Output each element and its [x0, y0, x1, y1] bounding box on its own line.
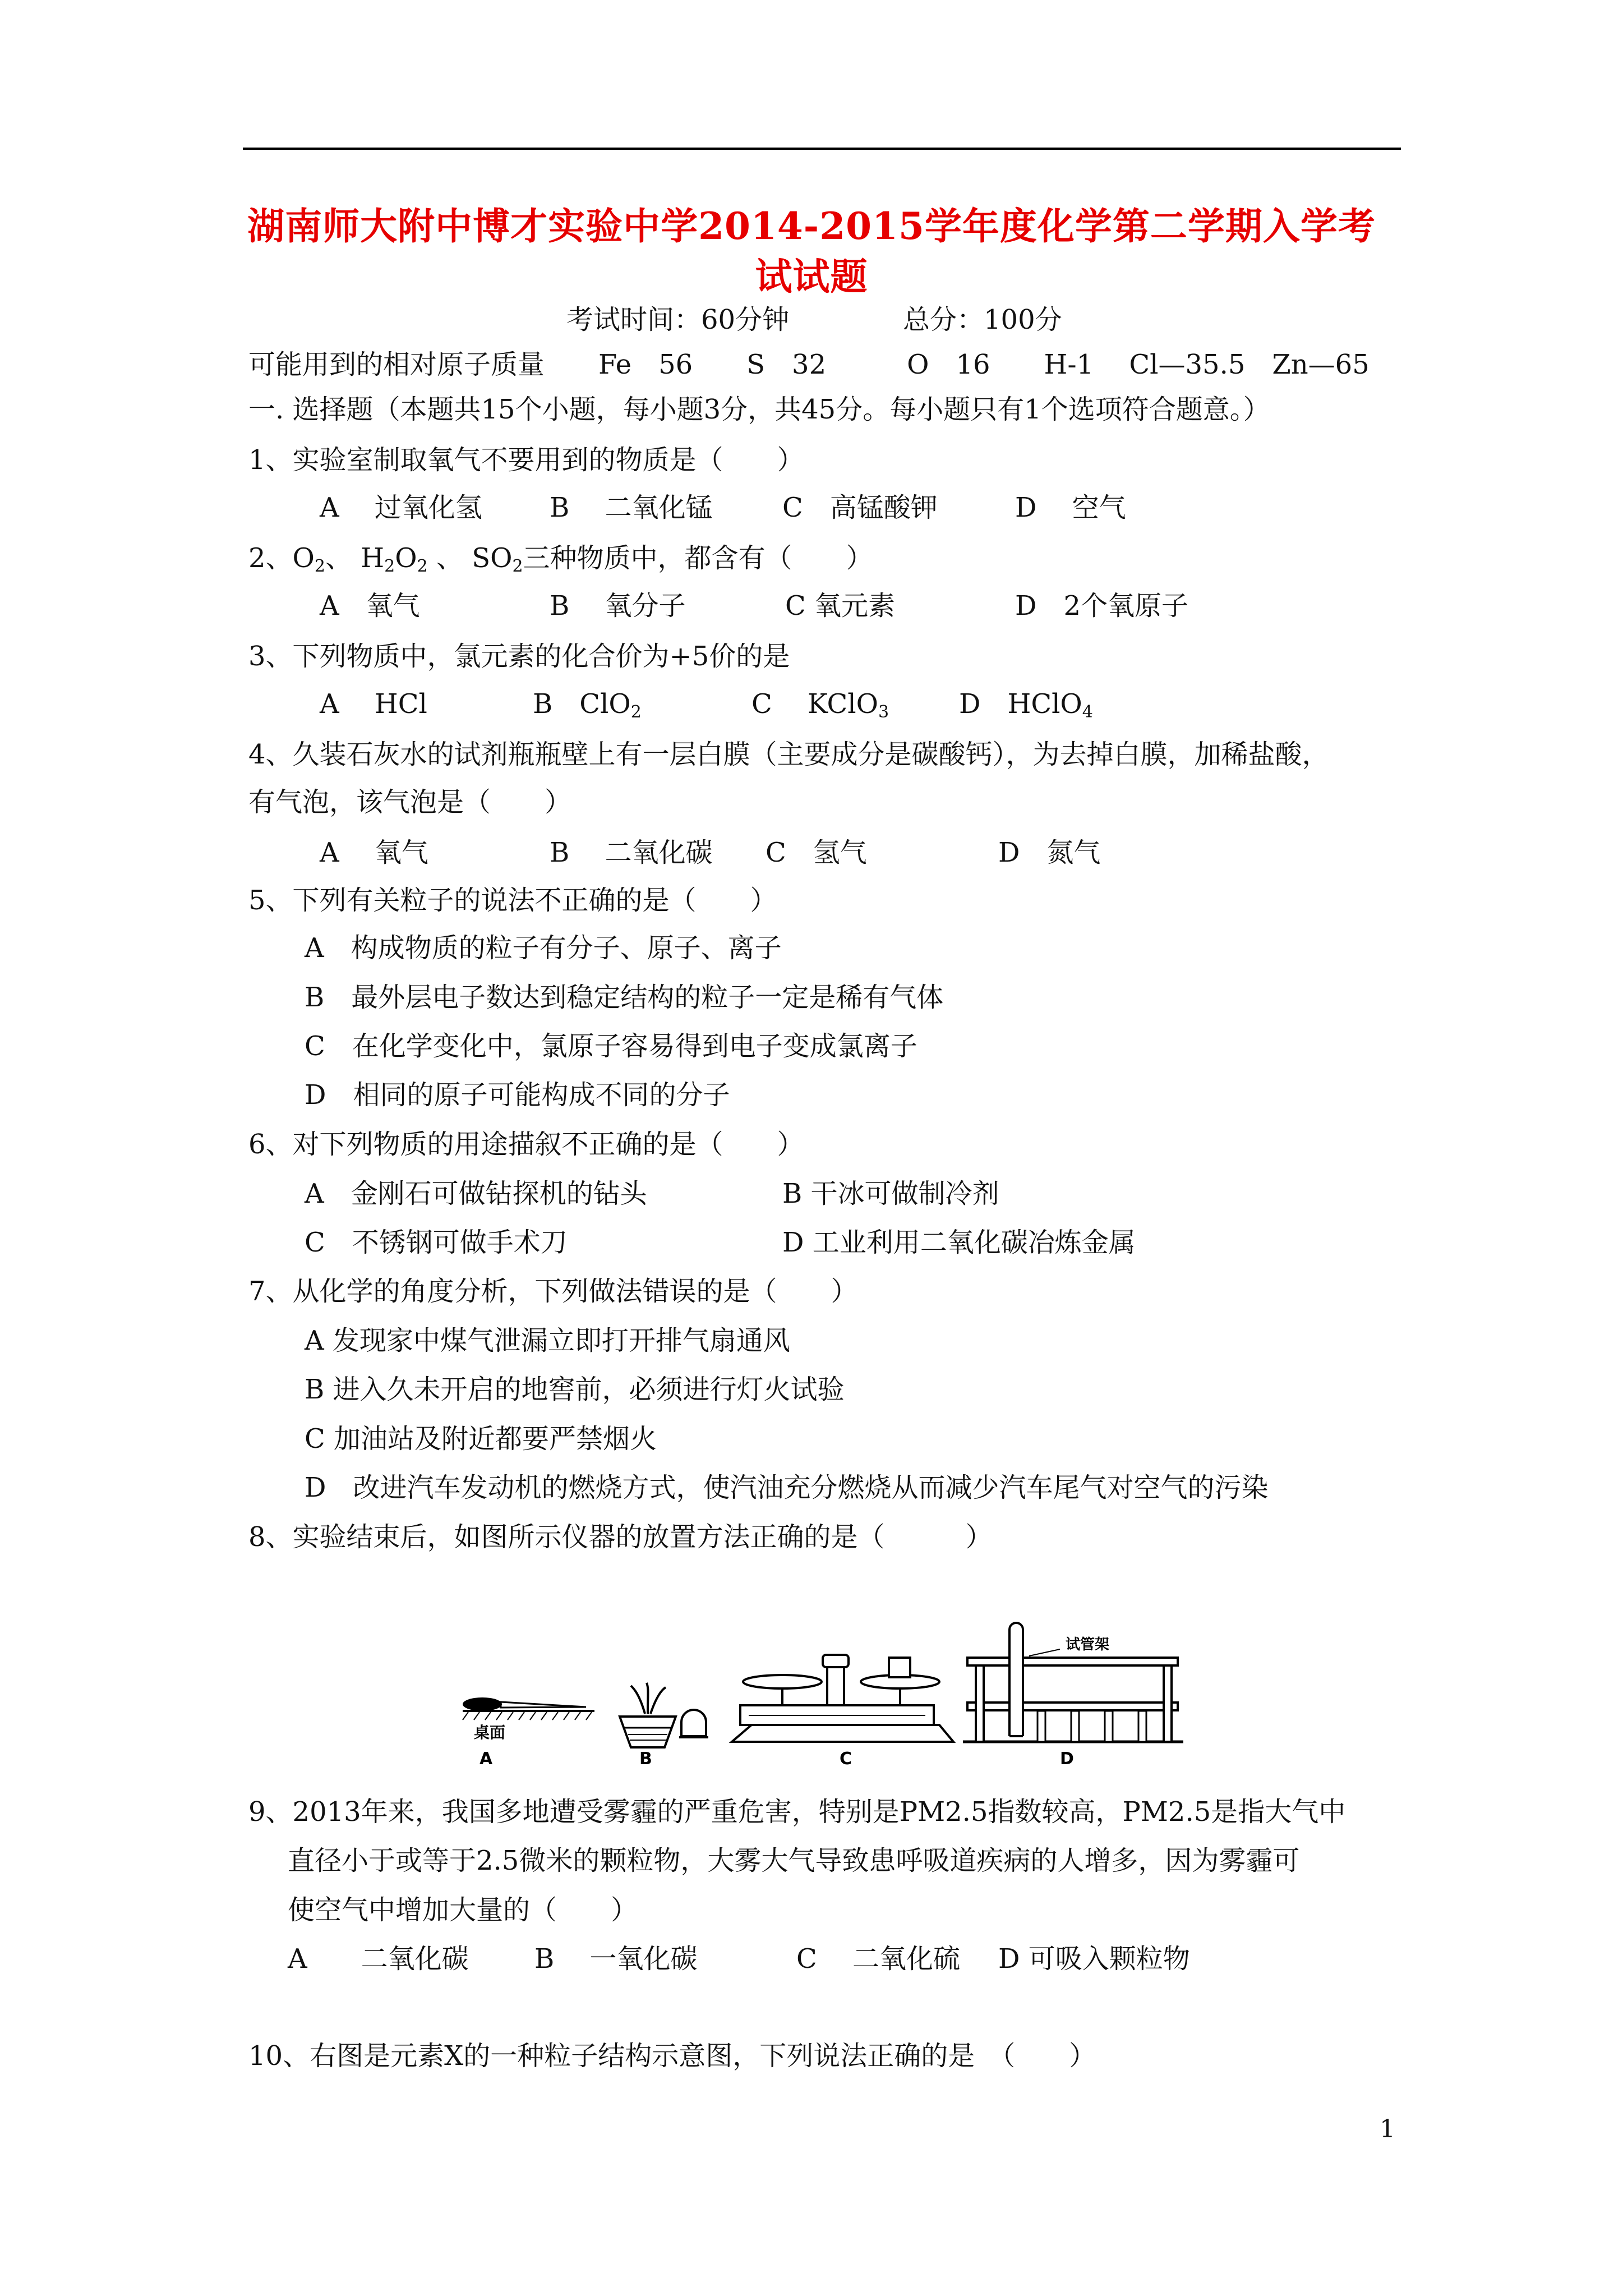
exam-title-line1: 湖南师大附中博才实验中学2014-2015学年度化学第二学期入学考: [247, 204, 1376, 248]
q9-stem-line1: 9、2013年来，我国多地遭受雾霾的严重危害，特别是PM2.5指数较高，PM2.5是指大气中: [248, 1796, 1346, 1828]
q9-option-a: A 二氧化碳: [288, 1943, 469, 1975]
q7-stem: 7、从化学的角度分析，下列做法错误的是（ ）: [248, 1276, 858, 1307]
figure-label-c: C: [840, 1749, 852, 1769]
q6-stem: 6、对下列物质的用途描叙不正确的是（ ）: [248, 1129, 804, 1160]
q3-stem: 3、下列物质中，氯元素的化合价为+5价的是: [248, 641, 790, 672]
figure-label-b: B: [639, 1749, 652, 1769]
lab-instruments-figure: [446, 1593, 1220, 1773]
q3-option-d: D HClO$_4$: [959, 688, 1093, 722]
figure-label-a: A: [479, 1749, 493, 1769]
q3-option-a: A HCl: [320, 688, 427, 720]
q5-option-c: C 在化学变化中，氯原子容易得到电子变成氯离子: [305, 1030, 917, 1062]
q6-option-d: D 工业利用二氧化碳冶炼金属: [782, 1227, 1136, 1258]
q5-option-d: D 相同的原子可能构成不同的分子: [305, 1079, 730, 1111]
page-number: 1: [1380, 2115, 1395, 2143]
q7-option-c: C 加油站及附近都要严禁烟火: [305, 1423, 657, 1455]
q6-option-c: C 不锈钢可做手术刀: [305, 1227, 568, 1258]
q2-option-a: A 氧气: [320, 590, 420, 622]
exam-title-line2: 试试题: [755, 255, 868, 298]
atomic-masses: 可能用到的相对原子质量 Fe 56 S 32 O 16 H-1 Cl—35.5 Zn—65: [248, 349, 1370, 380]
q4-stem-line1: 4、久装石灰水的试剂瓶瓶壁上有一层白膜（主要成分是碳酸钙），为去掉白膜，加稀盐酸，: [248, 739, 1329, 770]
q2-option-b: B 氧分子: [550, 590, 686, 622]
q1-option-a: A 过氧化氢: [320, 492, 482, 523]
q5-option-a: A 构成物质的粒子有分子、原子、离子: [305, 932, 782, 964]
q6-option-a: A 金刚石可做钻探机的钻头: [305, 1178, 647, 1209]
q4-stem-line2: 有气泡，该气泡是（ ）: [248, 786, 572, 818]
q4-option-b: B 二氧化碳: [550, 837, 713, 868]
q4-option-d: D 氮气: [998, 837, 1101, 868]
q3-option-c: C KClO$_3$: [751, 688, 889, 722]
q3-option-b: B ClO$_2$: [533, 688, 642, 722]
figure-b-lamp: [620, 1683, 708, 1769]
q7-option-d: D 改进汽车发动机的燃烧方式，使汽油充分燃烧从而减少汽车尾气对空气的污染: [305, 1472, 1269, 1503]
q1-option-b: B 二氧化锰: [550, 492, 713, 523]
q9-option-d: D 可吸入颗粒物: [998, 1943, 1190, 1975]
figure-label-d: D: [1060, 1749, 1074, 1769]
total-score: 总分：100分: [903, 304, 1062, 335]
q5-option-b: B 最外层电子数达到稳定结构的粒子一定是稀有气体: [305, 982, 944, 1013]
q9-stem-line3: 使空气中增加大量的（ ）: [288, 1894, 638, 1926]
q2-option-c: C 氧元素: [785, 590, 895, 622]
q4-option-a: A 氧气: [320, 837, 428, 868]
q10-stem: 10、右图是元素X的一种粒子结构示意图，下列说法正确的是 （ ）: [248, 2040, 1096, 2072]
q2-option-d: D 2个氧原子: [1015, 590, 1189, 622]
q1-option-c: C 高锰酸钾: [782, 492, 938, 523]
q9-option-b: B 一氧化碳: [534, 1943, 698, 1975]
figure-c-balance: [732, 1655, 953, 1769]
q9-option-c: C 二氧化硫: [796, 1943, 960, 1975]
figure-a-dropper: [463, 1697, 594, 1769]
q1-option-d: D 空气: [1015, 492, 1126, 523]
exam-time: 考试时间：60分钟: [566, 304, 790, 335]
q1-stem: 1、实验室制取氧气不要用到的物质是（ ）: [248, 444, 804, 476]
section-heading: 一. 选择题（本题共15个小题，每小题3分，共45分。每小题只有1个选项符合题意。）: [248, 394, 1270, 425]
rack-label: 试管架: [1066, 1636, 1110, 1653]
desk-label: 桌面: [474, 1723, 506, 1742]
header-rule: [243, 148, 1401, 150]
q2-stem: 2、$O_2$、 $H_2O_2$ 、 $SO_2$三种物质中，都含有（ ）: [248, 542, 873, 576]
q6-option-b: B 干冰可做制冷剂: [782, 1178, 999, 1209]
q8-stem: 8、实验结束后，如图所示仪器的放置方法正确的是（ ）: [248, 1521, 993, 1553]
q5-stem: 5、下列有关粒子的说法不正确的是（ ）: [248, 885, 777, 916]
q7-option-a: A 发现家中煤气泄漏立即打开排气扇通风: [305, 1325, 790, 1356]
q7-option-b: B 进入久未开启的地窖前，必须进行灯火试验: [305, 1374, 845, 1405]
q4-option-c: C 氢气: [766, 837, 867, 868]
q9-stem-line2: 直径小于或等于2.5微米的颗粒物，大雾大气导致患呼吸道疾病的人增多，因为雾霾可: [288, 1845, 1300, 1876]
figure-d-tube-rack: [963, 1623, 1183, 1769]
